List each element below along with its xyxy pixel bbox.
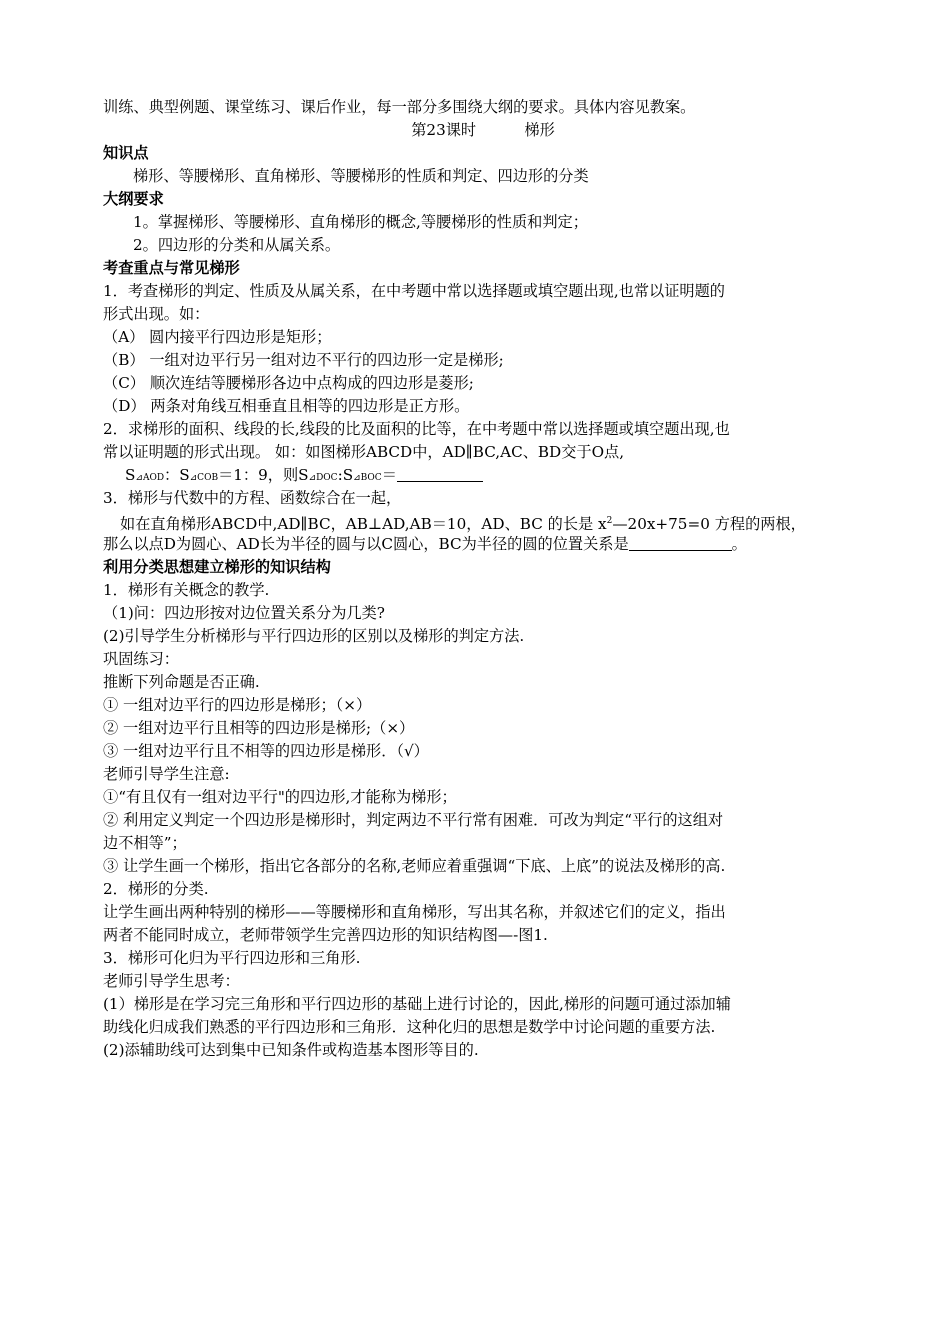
classification-heading: 2．梯形的分类.: [103, 880, 209, 898]
circle-question-text: 那么以点D为圆心、AD长为半径的圆与以C圆心，BC为半径的圆的位置关系是: [103, 535, 629, 553]
exam-point-2: 2．求梯形的面积、线段的长,线段的比及面积的比等，在中考题中常以选择题或填空题出现,也: [103, 420, 730, 438]
proposition-3: ③ 一组对边平行且不相等的四边形是梯形．（√）: [103, 742, 429, 760]
practice-instruction: 推断下列命题是否正确.: [103, 673, 260, 691]
option-d: （D） 两条对角线互相垂直且相等的四边形是正方形。: [103, 397, 470, 415]
quadratic-question: [103, 510, 863, 533]
reduction-point-1: (1）梯形是在学习完三角形和平行四边形的基础上进行讨论的，因此,梯形的问题可通过添加辅: [103, 995, 731, 1013]
teacher-note-2-cont: 边不相等”；: [103, 834, 187, 852]
reduction-point-1-cont: 助线化归成我们熟悉的平行四边形和三角形．这种化归的思想是数学中讨论问题的重要方法.: [103, 1018, 716, 1036]
teacher-note-1: ①“有且仅有一组对边平行"的四边形,才能称为梯形；: [103, 788, 457, 806]
circle-question-end: 。: [731, 535, 747, 553]
practice-heading: 巩固练习：: [103, 650, 179, 668]
concept-teaching: 1．梯形有关概念的教学.: [103, 581, 270, 599]
knowledge-points-text: 梯形、等腰梯形、直角梯形、等腰梯形的性质和判定、四边形的分类: [133, 167, 589, 185]
exponent-superscript: 2: [606, 516, 613, 526]
reduction-prompt: 老师引导学生思考：: [103, 972, 240, 990]
exam-point-2-cont: 常以证明题的形式出现。 如：如图梯形ABCD中，AD∥BC,AC、BD交于O点,: [103, 443, 625, 461]
ratio-text-3: :S: [337, 466, 354, 484]
option-c: （C） 顺次连结等腰梯形各边中点构成的四边形是菱形;: [103, 374, 474, 392]
proposition-1: ① 一组对边平行的四边形是梯形；（×）: [103, 696, 372, 714]
intro-line: 训练、典型例题、课堂练习、课后作业，每一部分多围绕大纲的要求。具体内容见教案。: [103, 98, 696, 116]
triangle-doc-subscript: ⊿DOC: [308, 473, 338, 483]
option-a: （A） 圆内接平行四边形是矩形；: [103, 328, 332, 346]
quadratic-text-a: 如在直角梯形ABCD中,AD∥BC，AB⊥AD,AB＝10，AD、BC 的长是 x: [120, 515, 607, 533]
exam-point-1-cont: 形式出现。如：: [103, 305, 210, 323]
reduction-heading: 3．梯形可化归为平行四边形和三角形.: [103, 949, 361, 967]
quadratic-text-b: —20x+75=0 方程的两根，: [612, 515, 806, 533]
lesson-title: 第23课时 梯形: [411, 121, 555, 139]
concept-question-1: （1)问：四边形按对边位置关系分为几类?: [103, 604, 385, 622]
answer-blank-2: [629, 535, 732, 551]
teacher-note-2: ② 利用定义判定一个四边形是梯形时，判定两边不平行常有困难．可改为判定“平行的这组对: [103, 811, 724, 829]
proposition-2: ② 一组对边平行且相等的四边形是梯形;（×）: [103, 719, 415, 737]
answer-blank-1: [397, 466, 483, 482]
triangle-boc-subscript: ⊿BOC: [353, 473, 382, 483]
heading-classification: 利用分类思想建立梯形的知识结构: [103, 558, 331, 576]
ratio-text-4: ＝: [381, 466, 397, 484]
concept-question-2: (2)引导学生分析梯形与平行四边形的区别以及梯形的判定方法.: [103, 627, 525, 645]
triangle-cob-subscript: ⊿COB: [189, 473, 219, 483]
classification-text-cont: 两者不能同时成立，老师带领学生完善四边形的知识结构图—-图1.: [103, 926, 548, 944]
ratio-text-2: ＝1：9，则S: [218, 466, 309, 484]
syllabus-item-2: 2。四边形的分类和从属关系。: [133, 236, 341, 254]
area-symbol: S: [125, 466, 136, 484]
syllabus-item-1: 1。掌握梯形、等腰梯形、直角梯形的概念,等腰梯形的性质和判定；: [133, 213, 588, 231]
circle-position-question: [103, 533, 863, 556]
exam-point-1: 1．考查梯形的判定、性质及从属关系，在中考题中常以选择题或填空题出现,也常以证明题的: [103, 282, 725, 300]
classification-text: 让学生画出两种特别的梯形——等腰梯形和直角梯形，写出其名称，并叙述它们的定义，指出: [103, 903, 726, 921]
document-page: [103, 96, 863, 1062]
heading-exam-focus: 考查重点与常见梯形: [103, 259, 240, 277]
teacher-note-3: ③ 让学生画一个梯形，指出它各部分的名称,老师应着重强调“下底、上底”的说法及梯形的高.: [103, 857, 726, 875]
reduction-point-2: (2)添辅助线可达到集中已知条件或构造基本图形等目的.: [103, 1041, 479, 1059]
heading-knowledge-points: 知识点: [103, 144, 149, 162]
exam-point-3: 3．梯形与代数中的方程、函数综合在一起，: [103, 489, 402, 507]
triangle-aod-subscript: ⊿AOD: [135, 473, 165, 483]
option-b: （B） 一组对边平行另一组对边不平行的四边形一定是梯形;: [103, 351, 504, 369]
ratio-text-1: ：S: [164, 466, 190, 484]
area-ratio-question: [103, 464, 863, 487]
heading-syllabus: 大纲要求: [103, 190, 164, 208]
teacher-note-heading: 老师引导学生注意:: [103, 765, 230, 783]
